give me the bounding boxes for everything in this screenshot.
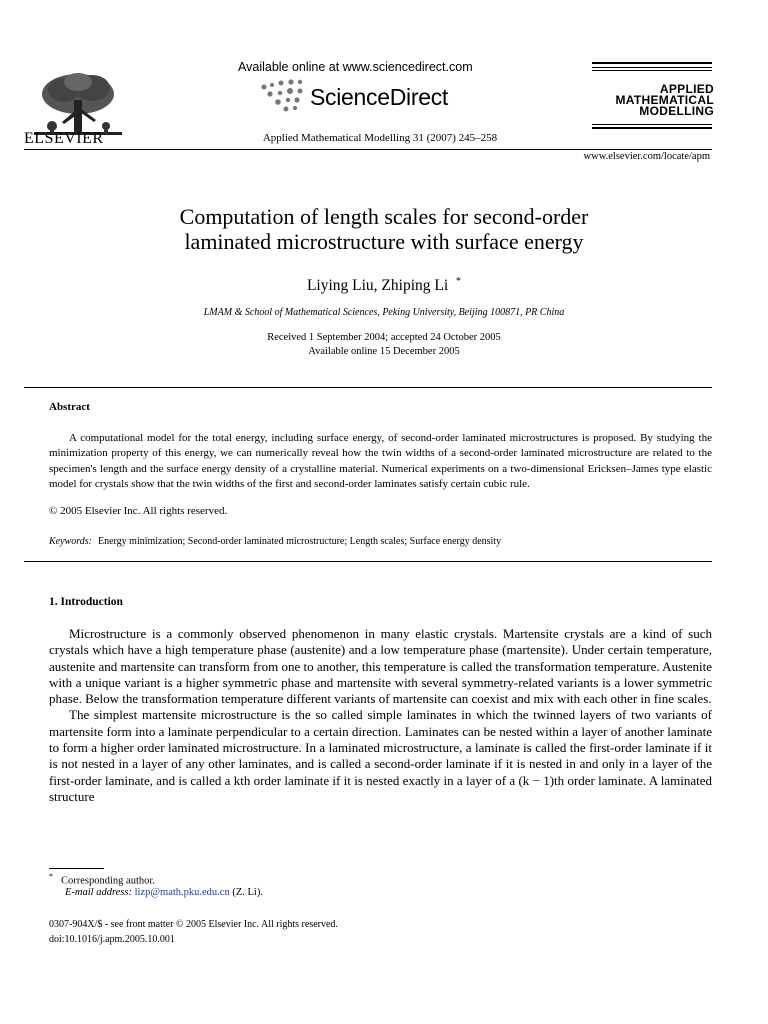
corresponding-author-mark[interactable]: *	[456, 276, 462, 287]
title-line: Computation of length scales for second-order	[179, 204, 589, 229]
available-online-text: Available online at www.sciencedirect.com	[238, 60, 473, 74]
abstract-copyright: © 2005 Elsevier Inc. All rights reserved.	[49, 505, 228, 517]
available-date: Available online 15 December 2005	[308, 346, 460, 357]
abstract-text: A computational model for the total energy, including surface energy, of second-order laminated microstructures is proposed. By studying the minimization property of this energy, we can numerically reveal how the twin widths of a second-order laminated microstructure are related to the specimen's length and the surface energy density of a crystalline material. Numerical experiments on a two-dimensional Ericksen–James type elastic model for crystals show that the twin widths of the first and second-order laminates satisfy certain cubic rule.	[49, 432, 712, 490]
journal-logo-line: MATHEMATICAL	[615, 93, 714, 107]
abstract-body	[49, 431, 712, 492]
received-date: Received 1 September 2004; accepted 24 October 2005	[267, 332, 501, 343]
header-divider	[24, 149, 712, 150]
journal-logo-rule	[592, 67, 712, 68]
journal-citation: Applied Mathematical Modelling 31 (2007) 245–258	[262, 132, 498, 144]
keywords-list: Energy minimization; Second-order laminated microstructure; Length scales; Surface energy density	[97, 536, 502, 547]
publisher-name: ELSEVIER	[24, 130, 104, 147]
journal-logo-rule	[592, 62, 712, 64]
keywords	[49, 536, 501, 547]
authors: Liying Liu, Zhiping Li	[306, 277, 449, 295]
email-label: E-mail address:	[65, 887, 132, 898]
title-line: laminated microstructure with surface energy	[184, 229, 584, 254]
keywords-label: Keywords:	[49, 536, 92, 547]
abstract-heading: Abstract	[49, 401, 90, 413]
footnote-mark: *	[49, 872, 53, 881]
footnote-rule	[49, 868, 104, 869]
journal-logo-rule	[592, 124, 712, 125]
footnote-text: Corresponding author.	[61, 875, 155, 887]
abstract-top-rule	[24, 387, 712, 388]
footnote-corresponding	[49, 872, 155, 887]
journal-logo-rule	[592, 70, 712, 71]
journal-logo-rule	[592, 127, 712, 129]
footnote-email	[65, 887, 263, 898]
affiliation: LMAM & School of Mathematical Sciences, Peking University, Beijing 100871, PR China	[203, 307, 565, 318]
article-title	[0, 204, 768, 254]
section-heading: 1. Introduction	[49, 596, 123, 608]
intro-paragraph: The simplest martensite microstructure is the so called simple laminates in which the twinned layers of two variants of martensite form into a laminate perpendicular to a certain direction. Laminates can be nested within a layer of another laminate to form a higher order laminated microstructure. In a laminated microstructure, a laminate is called the first-order laminate if it is not nested in a layer of any other laminates, and is called a second-order laminate if it is nested in and only in a layer of the first-order laminate, and is called a kth order laminate if it is nested exactly in a layer of a (k − 1)th order laminate. A laminated structure	[49, 707, 712, 804]
author-list	[0, 276, 768, 295]
journal-logo	[588, 84, 714, 117]
journal-logo-line: APPLIED	[659, 82, 714, 96]
issn-line: 0307-904X/$ - see front matter © 2005 Elsevier Inc. All rights reserved.	[49, 919, 338, 930]
article-dates	[0, 331, 768, 359]
doi-line[interactable]: doi:10.1016/j.apm.2005.10.001	[49, 933, 175, 945]
abstract-bottom-rule	[24, 561, 712, 562]
sciencedirect-brand: ScienceDirect	[310, 84, 448, 110]
journal-url[interactable]: www.elsevier.com/locate/apm	[583, 151, 710, 162]
email-link[interactable]: lizp@math.pku.edu.cn	[134, 887, 230, 898]
intro-paragraph: Microstructure is a commonly observed phenomenon in many elastic crystals. Martensite crystals are a kind of such crystals which have a high temperature phase (austenite) and a low temperature phase (martensite). Under certain temperature, austenite and martensite can transform from one to another, this temperature is called the transformation temperature. Austenite with a unique variant is a higher symmetric phase and martensite with several symmetry-related variants is a lower symmetric phase. Below the transformation temperature different variants of martensite can coexist and mix with each other in fine scales.	[49, 626, 712, 707]
journal-logo-line: MODELLING	[639, 104, 714, 118]
email-suffix: (Z. Li).	[229, 887, 263, 898]
front-matter	[49, 918, 338, 947]
intro-body	[49, 626, 712, 805]
